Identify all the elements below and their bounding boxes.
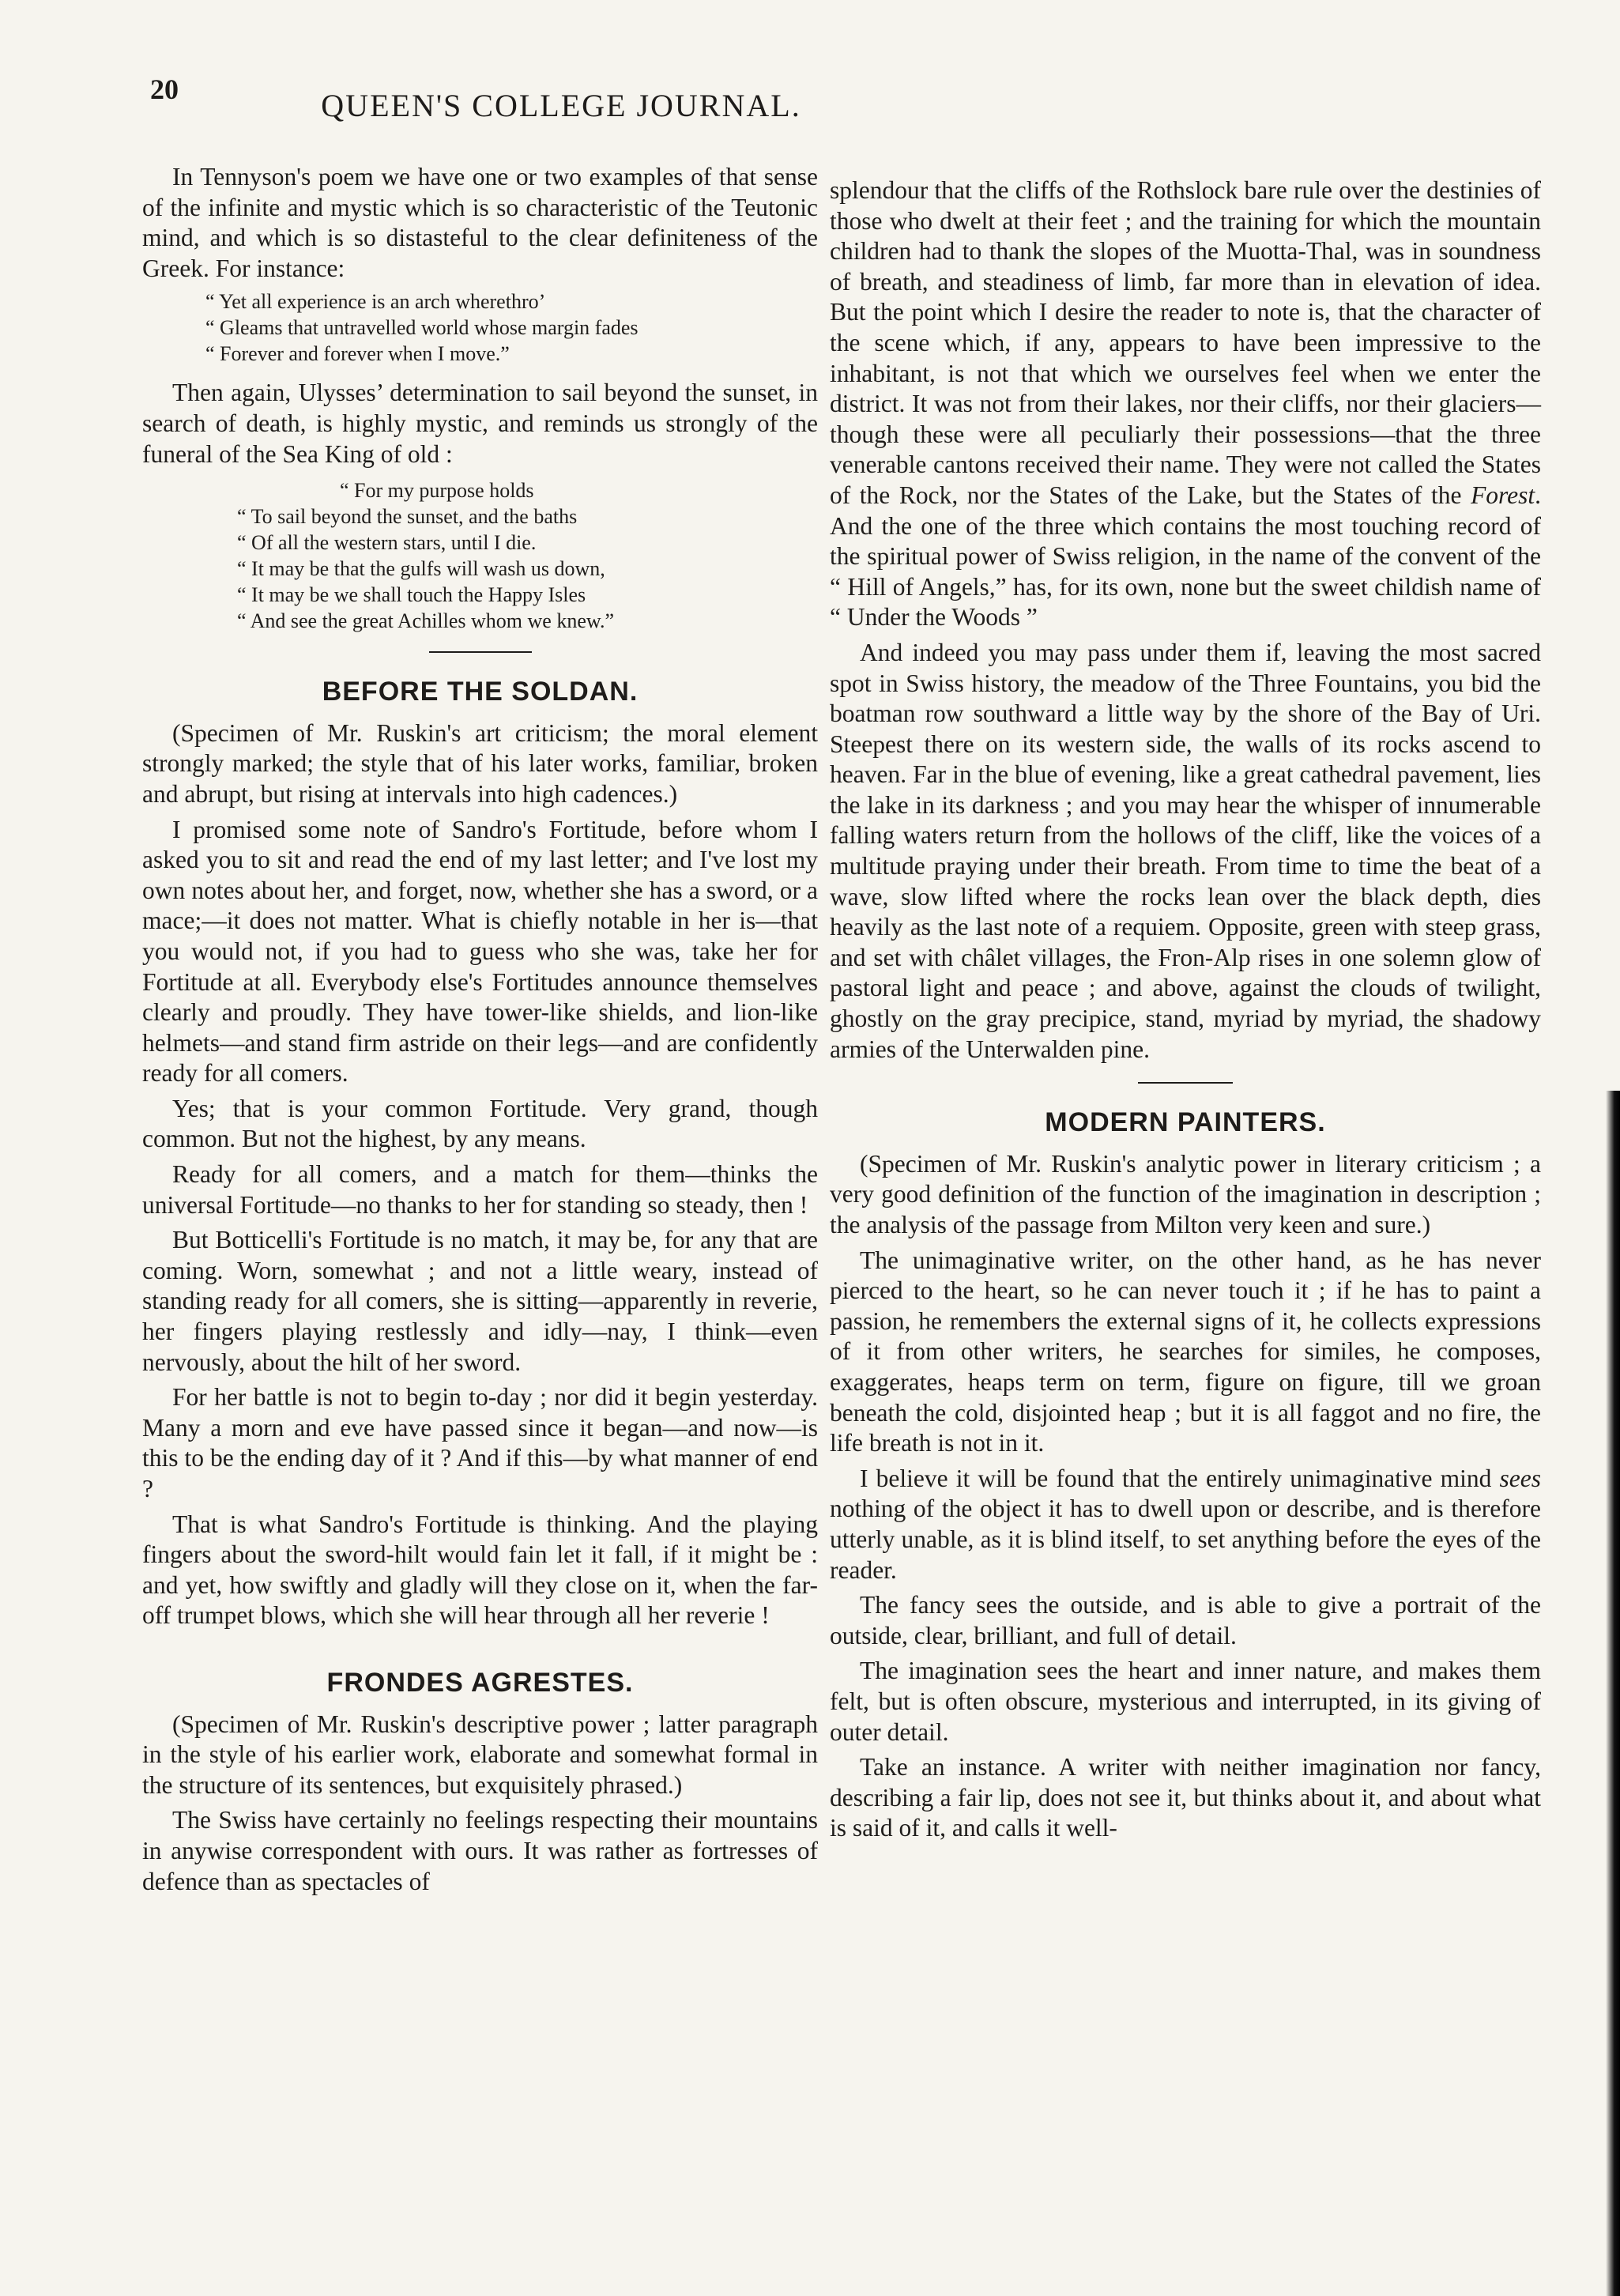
verse-line: “ Gleams that untravelled world whose margin fades — [205, 316, 639, 340]
verse-quote — [205, 288, 818, 367]
verse-line: “ To sail beyond the sunset, and the baths — [237, 505, 578, 529]
verse-line: “ Of all the western stars, until I die. — [237, 531, 537, 555]
left-column — [142, 162, 818, 1902]
right-column — [830, 175, 1541, 1849]
text-run: I believe it will be found that the entirely unimaginative mind — [860, 1464, 1492, 1492]
paragraph: The Swiss have certainly no feelings respecting their mountains in anywise correspondent with ours. It was rather as fortresses of defence than as spectacles of — [142, 1806, 818, 1895]
section-divider — [1138, 1082, 1233, 1084]
section-note: (Specimen of Mr. Ruskin's analytic power in literary criticism ; a very good definition of the function of the imagination in description ; the analysis of the passage from Milton very keen and sure.) — [830, 1149, 1541, 1238]
verse-quote — [237, 477, 818, 634]
journal-title: QUEEN'S COLLEGE JOURNAL. — [321, 88, 801, 123]
section-title: FRONDES AGRESTES. — [326, 1667, 634, 1698]
verse-line: “ And see the great Achilles whom we knew.” — [237, 609, 615, 633]
section-note: (Specimen of Mr. Ruskin's art criticism; the moral element strongly marked; the style that of his later works, familiar, broken and abrupt, but rising at intervals into high cadences.) — [142, 718, 818, 808]
section-title: BEFORE THE SOLDAN. — [322, 677, 639, 707]
paragraph: That is what Sandro's Fortitude is thinking. And the playing fingers about the sword-hilt would fain let it fall, if it might be : and yet, how swiftly and gladly will they close on it, when the far-off trumpet blows, which she will hear through all her reverie ! — [142, 1510, 818, 1630]
section-title: MODERN PAINTERS. — [1045, 1107, 1326, 1138]
paragraph: Take an instance. A writer with neither imagination nor fancy, describing a fair lip, does not see it, but thinks about it, and about what is said of it, and calls it well- — [830, 1753, 1541, 1842]
paragraph — [830, 1464, 1541, 1585]
page-number: 20 — [150, 74, 179, 105]
paragraph: Yes; that is your common Fortitude. Very grand, though common. But not the highest, by any means. — [142, 1094, 818, 1153]
emphasis: Forest — [1471, 481, 1535, 509]
verse-line: “ Yet all experience is an arch wherethro’ — [205, 290, 546, 314]
text-run: . And the one of the three which contains the most touching record of the spiritual power of Swiss religion, in the name of the convent of the “ Hill of Angels,” has, for its own, none but the sweet childish name of “ Under the Woods ” — [830, 481, 1542, 631]
verse-line: “ For my purpose holds — [340, 479, 534, 503]
verse-line: “ It may be we shall touch the Happy Isles — [237, 583, 586, 607]
paragraph: In Tennyson's poem we have one or two examples of that sense of the infinite and mystic which is so characteristic of the Teutonic mind, and which is so distasteful to the clear definiteness of the Greek. For instance: — [142, 163, 818, 282]
section-divider — [429, 651, 532, 653]
paragraph: But Botticelli's Fortitude is no match, it may be, for any that are coming. Worn, somewhat ; and not a little weary, instead of standing ready for all comers, she is sitting—apparently in reverie, her fingers playing restlessly and idly—nay, I think—even nervously, about the hilt of her sword. — [142, 1226, 818, 1376]
paragraph: I promised some note of Sandro's Fortitude, before whom I asked you to sit and read the end of my last letter; and I've lost my own notes about her, and forget, now, whether she has a sword, or a mace;—it does not matter. What is chiefly notable in her is—that you would not, if you had to guess who she was, take her for Fortitude at all. Everybody else's Fortitudes announce themselves clearly and proudly. They have tower-like shields, and lion-like helmets—and stand firm astride on their legs—and are confidently ready for all comers. — [142, 815, 818, 1088]
page-edge-shadow — [1606, 1091, 1620, 2296]
paragraph: The imagination sees the heart and inner nature, and makes them felt, but is often obscure, mysterious and interrupted, in its giving of outer detail. — [830, 1657, 1541, 1746]
paragraph: For her battle is not to begin to-day ; nor did it begin yesterday. Many a morn and eve have passed since it began—and now—is this to be the ending day of it ? And if this—by what manner of end ? — [142, 1383, 818, 1502]
paragraph — [830, 175, 1541, 633]
section-note: (Specimen of Mr. Ruskin's descriptive power ; latter paragraph in the style of his earlier work, elaborate and somewhat formal in the structure of its sentences, but exquisitely phrased.) — [142, 1710, 818, 1799]
text-run: nothing of the object it has to dwell upon or describe, and is therefore utterly unable, as it is blind itself, to set anything before the eyes of the reader. — [830, 1495, 1541, 1584]
paragraph: The fancy sees the outside, and is able to give a portrait of the outside, clear, brilliant, and full of detail. — [830, 1591, 1541, 1649]
verse-line: “ It may be that the gulfs will wash us down, — [237, 557, 605, 581]
verse-line: “ Forever and forever when I move.” — [205, 342, 510, 366]
paragraph: And indeed you may pass under them if, leaving the most sacred spot in Swiss history, the meadow of the Three Fountains, you bid the boatman row southward a little way by the shore of the Bay of Uri. Steepest there on its western side, the walls of its rocks ascend to heaven. Far in the blue of evening, like a great cathedral pavement, lies the lake in its darkness ; and you may hear the whisper of innumerable falling waters return from the hollows of the cliff, like the voices of a multitude praying under their breath. From time to time the beat of a wave, slow lifted where the rocks lean over the black depth, dies heavily as the last note of a requiem. Opposite, green with steep grass, and set with châlet villages, the Fron-Alp rises in one solemn glow of pastoral light and peace ; and above, against the clouds of twilight, ghostly on the gray precipice, stand, myriad by myriad, the shadowy armies of the Unterwalden pine. — [830, 638, 1541, 1063]
paragraph: Then again, Ulysses’ determination to sail beyond the sunset, in search of death, is highly mystic, and reminds us strongly of the funeral of the Sea King of old : — [142, 379, 818, 468]
paragraph: Ready for all comers, and a match for them—thinks the universal Fortitude—no thanks to her for standing so steady, then ! — [142, 1160, 818, 1219]
paragraph: The unimaginative writer, on the other hand, as he has never pierced to the heart, so he can never touch it ; if he has to paint a passion, he remembers the external signs of it, he collects expressions of it from other writers, he searches for similes, he composes, exaggerates, heaps term on term, figure on figure, till we groan beneath the cold, disjointed heap ; but it is all faggot and no fire, the life breath is not in it. — [830, 1246, 1541, 1457]
emphasis: sees — [1499, 1464, 1542, 1492]
text-run: splendour that the cliffs of the Rothslock bare rule over the destinies of those who dwelt at their feet ; and the training for which the mountain children had to thank the slopes of the Muotta-Thal, was in soundness of breath, and steadiness of limb, far more than in elevation of idea. But the point which I desire the reader to note is, that the character of the scene which, if any, appears to have been impressive to the inhabitant, is not that which we ourselves feel when we enter the district. It was not from their lakes, nor their cliffs, nor their glaciers—though these were all peculiarly their possessions—that the three venerable cantons received their name. They were not called the States of the Rock, nor the States of the Lake, but the States of the — [830, 176, 1541, 509]
